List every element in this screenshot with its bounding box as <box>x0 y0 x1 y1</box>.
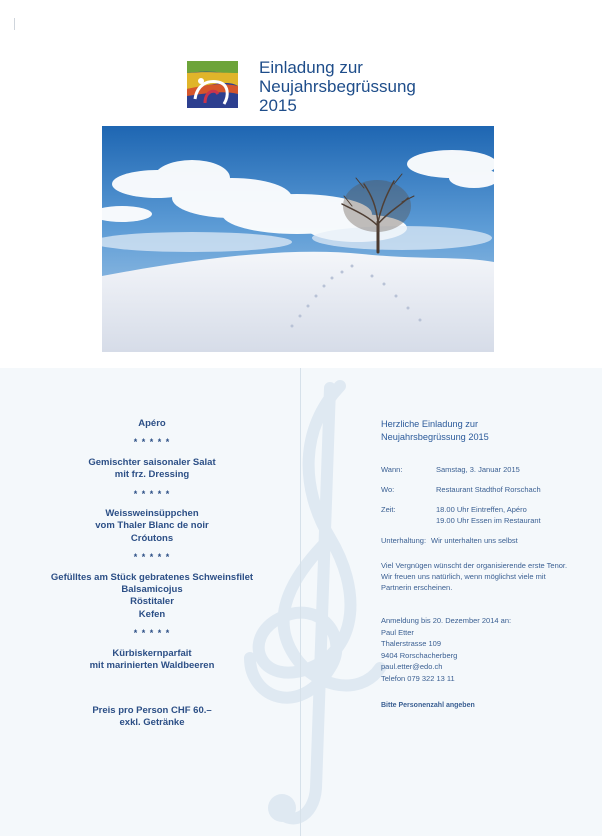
message-line: Wir freuen uns natürlich, wenn möglichst viele mit <box>381 572 546 581</box>
menu-line: Kefen <box>138 608 166 620</box>
registration-line: Thalerstrasse 109 <box>381 639 442 648</box>
invitation-card-front <box>0 0 602 372</box>
detail-row-entertainment <box>381 535 596 546</box>
detail-value: Restaurant Stadthof Rorschach <box>436 485 541 494</box>
menu-separator: * * * * * <box>133 437 171 448</box>
menu-line: Apéro <box>138 418 166 429</box>
invitation-heading <box>381 418 596 444</box>
registration-line: Paul Etter <box>381 627 414 637</box>
detail-label: Wo: <box>381 485 395 494</box>
title-line: Neujahrsbegrüssung <box>259 77 416 96</box>
registration-info <box>381 615 596 684</box>
detail-value-line: 19.00 Uhr Essen im Restaurant <box>436 516 541 525</box>
message-line: Partnerin erscheinen. <box>381 583 453 592</box>
menu-line: Balsamicojus <box>121 584 183 596</box>
message-line: Viel Vergnügen wünscht der organisierende erste Tenor. <box>381 561 568 570</box>
menu-separator: * * * * * <box>133 552 171 563</box>
heading-line: Neujahrsbegrüssung 2015 <box>381 432 489 442</box>
menu-course <box>32 457 272 482</box>
corner-mark <box>14 18 15 30</box>
registration-email: paul.etter@edo.ch <box>381 662 443 671</box>
menu-course <box>32 572 272 622</box>
menu-course <box>32 418 272 430</box>
menu-price <box>32 705 272 730</box>
menu-line: mit frz. Dressing <box>114 469 190 481</box>
menu-separator: * * * * * <box>133 628 171 639</box>
invitation-message <box>381 560 596 593</box>
menu-line: Kürbiskernparfait <box>112 647 192 659</box>
invitation-card-inside <box>0 368 602 836</box>
winter-landscape-photo <box>102 126 494 352</box>
detail-label: Wann: <box>381 465 403 474</box>
invitation-details <box>381 418 596 711</box>
detail-row-where <box>381 484 596 495</box>
detail-label: Zeit: <box>381 505 396 514</box>
title-line: Einladung zur <box>259 58 363 77</box>
menu-line: Weissweinsüppchen <box>105 508 199 520</box>
registration-phone: Telefon 079 322 13 11 <box>381 673 455 683</box>
menu-line: Gefülltes am Stück gebratenes Schweinsfilet <box>50 571 254 583</box>
menu-course <box>32 508 272 545</box>
registration-note: Bitte Personenzahl angeben <box>381 702 475 709</box>
menu-line: mit marinierten Waldbeeren <box>89 660 215 672</box>
detail-value-line: 18.00 Uhr Eintreffen, Apéro <box>436 505 527 514</box>
menu-column <box>32 418 272 729</box>
registration-line: 9404 Rorschacherberg <box>381 650 458 660</box>
invitation-title <box>259 58 519 115</box>
menu-line: vom Thaler Blanc de noir <box>95 520 209 532</box>
menu-line: Cróutons <box>130 532 174 544</box>
menu-line: Röstitaler <box>130 596 174 608</box>
detail-value: Samstag, 3. Januar 2015 <box>436 465 520 474</box>
menu-separator: * * * * * <box>133 488 171 499</box>
menu-line: Gemischter saisonaler Salat <box>88 456 216 468</box>
detail-row-time <box>381 504 596 526</box>
heading-line: Herzliche Einladung zur <box>381 419 479 429</box>
detail-value <box>436 504 596 526</box>
choir-logo-icon <box>187 61 238 108</box>
detail-label: Unterhaltung: <box>381 536 427 545</box>
price-line: Preis pro Person CHF 60.– <box>92 704 212 716</box>
detail-row-when <box>381 464 596 475</box>
page-fold <box>300 368 301 836</box>
title-line: 2015 <box>259 96 297 115</box>
registration-line: Anmeldung bis 20. Dezember 2014 an: <box>381 616 512 625</box>
detail-value: Wir unterhalten uns selbst <box>431 536 518 545</box>
menu-course <box>32 648 272 673</box>
price-line: exkl. Getränke <box>119 716 185 728</box>
